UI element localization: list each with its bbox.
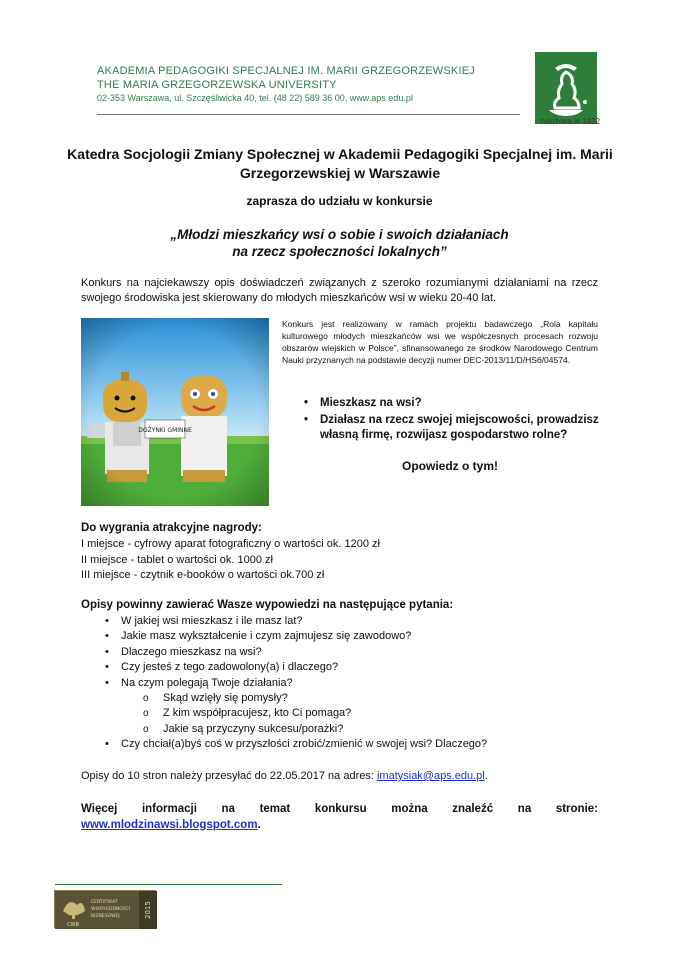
university-name-en: THE MARIA GRZEGORZEWSKA UNIVERSITY bbox=[97, 79, 337, 91]
tell-us-heading: Opowiedz o tym! bbox=[402, 459, 498, 473]
contest-title-line2: na rzecz społeczności lokalnych” bbox=[232, 244, 447, 259]
answer-question: • Dlaczego mieszkasz na wsi? bbox=[81, 645, 601, 660]
invite-line: zaprasza do udziału w konkursie bbox=[246, 194, 433, 208]
more-info-row bbox=[81, 801, 598, 817]
more-url-line bbox=[81, 817, 598, 833]
answer-question: • Czy jesteś z tego zadowolony(a) i dlaczego? bbox=[81, 660, 601, 675]
more-word: informacji bbox=[141, 803, 197, 815]
more-word: na bbox=[517, 803, 532, 815]
prize-item: II miejsce - tablet o wartości ok. 1000 zł bbox=[81, 553, 273, 566]
deadline-text: Opisy do 10 stron należy przesyłać do 22.05.2017 na adres: bbox=[81, 770, 377, 782]
more-word: stronie: bbox=[555, 803, 598, 815]
university-header bbox=[97, 64, 517, 105]
page-title: Katedra Socjologii Zmiany Społecznej w Akademii Pedagogiki Specjalnej im. Marii Grzegorzewskiej w Warszawie bbox=[67, 146, 613, 181]
more-word: Więcej bbox=[81, 803, 118, 815]
prize-item: I miejsce - cyfrowy aparat fotograficzny o wartości ok. 1200 zł bbox=[81, 538, 380, 550]
certificate-label-1: CERTYFIKAT bbox=[91, 900, 118, 905]
more-word: konkursu bbox=[314, 803, 367, 815]
answer-question: • Na czym polegają Twoje działania? bbox=[81, 676, 601, 691]
intro-paragraph: Konkurs na najciekawszy opis doświadczeń związanych z szeroko rozumianymi działaniami na rzecz swojego środowiska jest skierowany do młodych mieszkańców wsi w wieku 20-40 lat. bbox=[81, 277, 598, 304]
university-name-pl: AKADEMIA PEDAGOGIKI SPECJALNEJ IM. MARII GRZEGORZEWSKIEJ bbox=[97, 65, 475, 77]
university-logo bbox=[535, 52, 597, 124]
certificate-label-3: BIZNESOWEJ bbox=[91, 914, 120, 919]
answers-list bbox=[81, 614, 601, 753]
certificate-label-2: WIARYGODNOŚCI bbox=[91, 907, 131, 912]
photo-illustration bbox=[81, 318, 269, 506]
footer-divider bbox=[55, 884, 282, 885]
founded-note: założona w 1922 bbox=[540, 117, 601, 126]
prizes-list bbox=[81, 537, 380, 584]
header-divider bbox=[97, 114, 520, 115]
hay-bale-figures-photo bbox=[81, 318, 269, 506]
contest-title-line1: „Młodzi mieszkańcy wsi o sobie i swoich działaniach bbox=[170, 227, 509, 242]
certificate-year: 2015 bbox=[144, 901, 152, 919]
more-word: można bbox=[391, 803, 428, 815]
certificate-badge bbox=[54, 890, 156, 928]
deadline-line bbox=[81, 770, 488, 782]
answers-heading: Opisy powinny zawierać Wasze wypowiedzi na następujące pytania: bbox=[81, 599, 454, 611]
more-word: temat bbox=[259, 803, 291, 815]
more-info bbox=[81, 801, 598, 833]
answer-subquestion: o Jakie są przyczyny sukcesu/porażki? bbox=[81, 722, 601, 737]
email-link[interactable]: imatysiak@aps.edu.pl bbox=[376, 770, 485, 782]
logo-figure-icon bbox=[535, 52, 597, 124]
certificate-graphic bbox=[55, 891, 157, 929]
project-description: Konkurs jest realizowany w ramach projektu badawczego „Rola kapitału kulturowego młodych mieszkańców wsi we współczesnych procesach rozwoju obszarów wiejskich w Polsce”, sfinansowanego ze środków Narodowego Centrum Nauki przyznanych na podstawie decyzji numer DEC-2013/11/D/HS6/04574. bbox=[282, 319, 598, 365]
answer-question: • W jakiej wsi mieszkasz i ile masz lat? bbox=[81, 614, 601, 629]
answer-subquestion: o Skąd wzięły się pomysły? bbox=[81, 691, 601, 706]
prizes-heading: Do wygrania atrakcyjne nagrody: bbox=[81, 522, 262, 534]
answer-question: • Jakie masz wykształcenie i czym zajmujesz się zawodowo? bbox=[81, 629, 601, 644]
answer-subquestion: o Z kim współpracujesz, kto Ci pomaga? bbox=[81, 706, 601, 721]
more-word: na bbox=[221, 803, 235, 815]
question-list bbox=[300, 396, 600, 445]
answer-question: • Czy chciał(a)byś coś w przyszłości zrobić/zmienić w swojej wsi? Dlaczego? bbox=[81, 737, 601, 752]
more-word: znaleźć bbox=[452, 803, 494, 815]
website-link[interactable]: www.mlodzinawsi.blogspot.com bbox=[81, 819, 258, 831]
more-url-end: . bbox=[257, 819, 261, 831]
certificate-abbr: CWB bbox=[67, 922, 79, 928]
university-address: 02-353 Warszawa, ul. Szczęśliwicka 40, tel. (48 22) 589 36 00, www.aps.edu.pl bbox=[97, 93, 413, 103]
question-item: • Mieszkasz na wsi? bbox=[300, 396, 600, 411]
contest-title bbox=[0, 226, 679, 260]
question-item: • Działasz na rzecz swojej miejscowości, prowadzisz własną firmę, rozwijasz gospodarstwo rolne? bbox=[300, 413, 600, 443]
deadline-end: . bbox=[484, 770, 488, 782]
prize-item: III miejsce - czytnik e-booków o wartości ok.700 zł bbox=[81, 569, 325, 581]
